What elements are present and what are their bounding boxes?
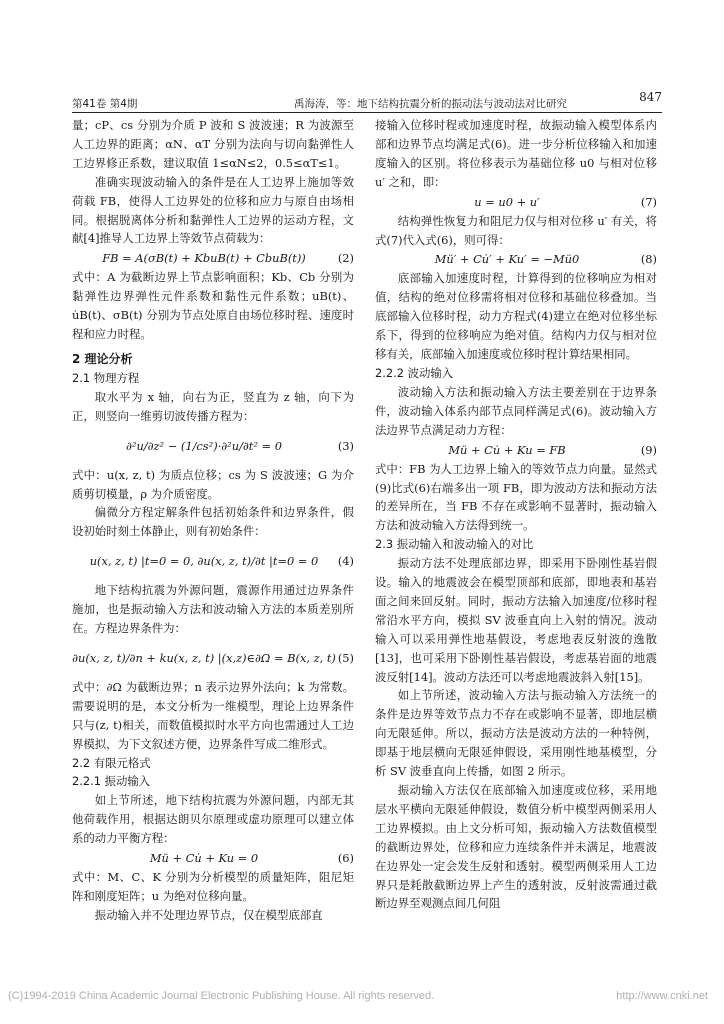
paragraph: 地下结构抗震为外源问题，震源作用通过边界条件施加，也是振动输入方法和波动输入方法的本质差别所在。方程边界条件为： <box>72 583 354 636</box>
paragraph: 振动输入并不处理边界节点，仅在模型底部直 <box>94 907 323 922</box>
paragraph: 如上节所述，波动输入方法与振动输入方法统一的条件是边界等效节点力不存在或影响不显著，即地层横向无限延伸。所以，振动方法是波动方法的一种特例，即基于地层横向无限延伸假设，采用刚性地基模型，分析 SV 波垂直向上传播，如图 2 所示。 <box>375 688 657 779</box>
equation-body: ∂u(x, z, t)/∂n + ku(x, z, t) |(x,z)∈∂Ω = B(x, z, t) <box>72 650 336 665</box>
equation-number: (9) <box>640 442 657 457</box>
running-title: 禹海涛，等：地下结构抗震分析的振动法与波动法对比研究 <box>294 98 567 110</box>
paragraph: 准确实现波动输入的条件是在人工边界上施加等效荷载 FB，使得人工边界处的位移和应力与原自由场相同。根据脱离体分析和黏弹性人工边界的运动方程，文献[4]推导人工边界上等效节点荷载为： <box>72 174 354 246</box>
section-heading: 2 理论分析 <box>72 351 133 366</box>
paragraph: 式中：A 为截断边界上节点影响面积；Kb、Cb 分别为黏弹性边界弹性元件系数和黏性元件系数；uB(t)、u̇B(t)、σB(t) 分别为节点处原自由场位移时程、速度时程和应力时程。 <box>72 270 354 342</box>
equation <box>72 248 354 268</box>
equation-number: (5) <box>337 650 354 665</box>
equation <box>375 192 657 212</box>
subsection-heading: 2.1 物理方程 <box>72 370 140 385</box>
equation <box>375 249 657 269</box>
paragraph: 接输入位移时程或加速度时程，故振动输入模型体系内部和边界节点均满足式(6)。进一步分析位移输入和加速度输入的区别。将位移表示为基础位移 u0 与相对位移 u′ 之和，即： <box>375 118 657 189</box>
journal-volume: 第41卷 第4期 <box>72 98 138 110</box>
paragraph: 式中：M、C、K 分别为分析模型的质量矩阵，阻尼矩阵和刚度矩阵；u 为绝对位移向量。 <box>72 870 354 903</box>
equation <box>72 426 354 466</box>
page-header <box>72 90 662 110</box>
equation-body: FB = A(σB(t) + KbuB(t) + CbuB(t)) <box>102 251 306 266</box>
right-column <box>375 116 657 913</box>
equation-number: (6) <box>337 851 354 866</box>
equation-body: u = u0 + u′ <box>474 194 540 209</box>
equation <box>72 638 354 678</box>
left-column <box>72 116 354 925</box>
paragraph: 底部输入加速度时程，计算得到的位移响应为相对值，结构的绝对位移需将相对位移和基础位移叠加。当底部输入位移时程，动力方程式(4)建立在绝对位移坐标系下，得到的位移响应为绝对值。结构内力仅与相对位移有关，底部输入加速度或位移时程计算结果相同。 <box>375 271 657 362</box>
equation <box>72 541 354 581</box>
subsubsection-heading: 2.2.1 振动输入 <box>72 774 151 789</box>
equation-body: Mü′ + Cu̇′ + Ku′ = −Mü0 <box>434 252 580 267</box>
equation-number: (7) <box>640 194 657 209</box>
footer-site: http://www.cnki.net <box>616 990 708 1002</box>
equation-body: Mü + Cu̇ + Ku = 0 <box>149 851 259 866</box>
paragraph: 量；cP、cs 分别为介质 P 波和 S 波波速；R 为波源至人工边界的距离；αN、αT 分别为法向与切向黏弹性人工边界修正系数，建议取值 1≤αN≤2，0.5≤αT≤1。 <box>72 118 354 170</box>
subsubsection-heading: 2.2.2 波动输入 <box>375 365 454 380</box>
subsection-heading: 2.3 振动输入和波动输入的对比 <box>375 537 534 552</box>
subsection-heading: 2.2 有限元格式 <box>72 755 151 770</box>
footer-copyright: (C)1994-2019 China Academic Journal Electronic Publishing House. All rights reserved. <box>8 990 435 1002</box>
page-number: 847 <box>639 90 662 104</box>
equation-number: (2) <box>337 251 354 266</box>
equation-number: (4) <box>337 554 354 569</box>
paragraph: 取水平为 x 轴，向右为正，竖直为 z 轴，向下为正，则竖向一维剪切波传播方程为： <box>72 389 354 423</box>
paragraph: 振动方法不处理底部边界，即采用下卧刚性基岩假设。输入的地震波会在模型顶部和底部，即地表和基岩面之间来回反射。同时，振动方法输入加速度/位移时程常沿水平方向，模拟 SV 波垂直向上入射的情况。波动输入可以采用弹性地基假设，考虑地表反射波的逸散[13]，也可采用下卧刚性基岩假设，考虑基岩面的地震波反射[14]。波动方法还可以考虑地震波斜入射[15]。 <box>375 556 657 684</box>
paragraph: 振动输入方法仅在底部输入加速度或位移，采用地层水平横向无限延伸假设，数值分析中模型两侧采用人工边界模拟。由上文分析可知，振动输入方法数值模型的截断边界处，位移和应力连续条件并未满足，地震波在边界处一定会发生反射和透射。模型两侧采用人工边界只是耗散截断边界上产生的透射波，反射波需通过截断边界至观测点间几何阻 <box>375 783 657 911</box>
paragraph: 波动输入方法和振动输入方法主要差别在于边界条件，波动输入体系内部节点同样满足式(6)。波动输入方法边界节点满足动力方程： <box>375 384 657 437</box>
paragraph: 式中：u(x, z, t) 为质点位移；cs 为 S 波波速；G 为介质剪切模量，ρ 为介质密度。 <box>72 467 354 501</box>
paragraph: 式中：∂Ω 为截断边界；n 表示边界外法向；k 为常数。需要说明的是，本文分析为一维模型，理论上边界条件只与(z, t)相关，而数值模拟时水平方向也需通过人工边界模拟，为下文叙述方便，边界条件写成二维形式。 <box>72 679 354 751</box>
equation <box>72 848 354 868</box>
header-rule <box>72 112 662 113</box>
paragraph: 式中：FB 为人工边界上输入的等效节点力向量。显然式(9)比式(6)右端多出一项 FB，即为波动方法和振动方法的差异所在，当 FB 不存在或影响不显著时，振动输入方法和波动输入方法得到统一。 <box>375 461 657 533</box>
equation <box>375 440 657 460</box>
equation-number: (3) <box>337 438 354 453</box>
paragraph: 如上节所述，地下结构抗震为外源问题，内部无其他荷载作用，根据达朗贝尔原理或虚功原理可以建立体系的动力平衡方程： <box>72 793 354 846</box>
equation-body: Mü + Cu̇ + Ku = FB <box>448 442 566 457</box>
equation-number: (8) <box>640 252 657 267</box>
page-footer <box>8 990 716 1002</box>
equation-body: ∂²u/∂z² − (1/cs²)·∂²u/∂t² = 0 <box>126 438 282 453</box>
paragraph: 结构弹性恢复力和阻尼力仅与相对位移 u′ 有关，将式(7)代入式(6)，则可得： <box>375 213 657 247</box>
equation-body: u(x, z, t) |t=0 = 0, ∂u(x, z, t)/∂t |t=0 = 0 <box>89 554 319 569</box>
paragraph: 偏微分方程定解条件包括初始条件和边界条件，假设初始时刻土体静止，则有初始条件： <box>72 505 354 539</box>
